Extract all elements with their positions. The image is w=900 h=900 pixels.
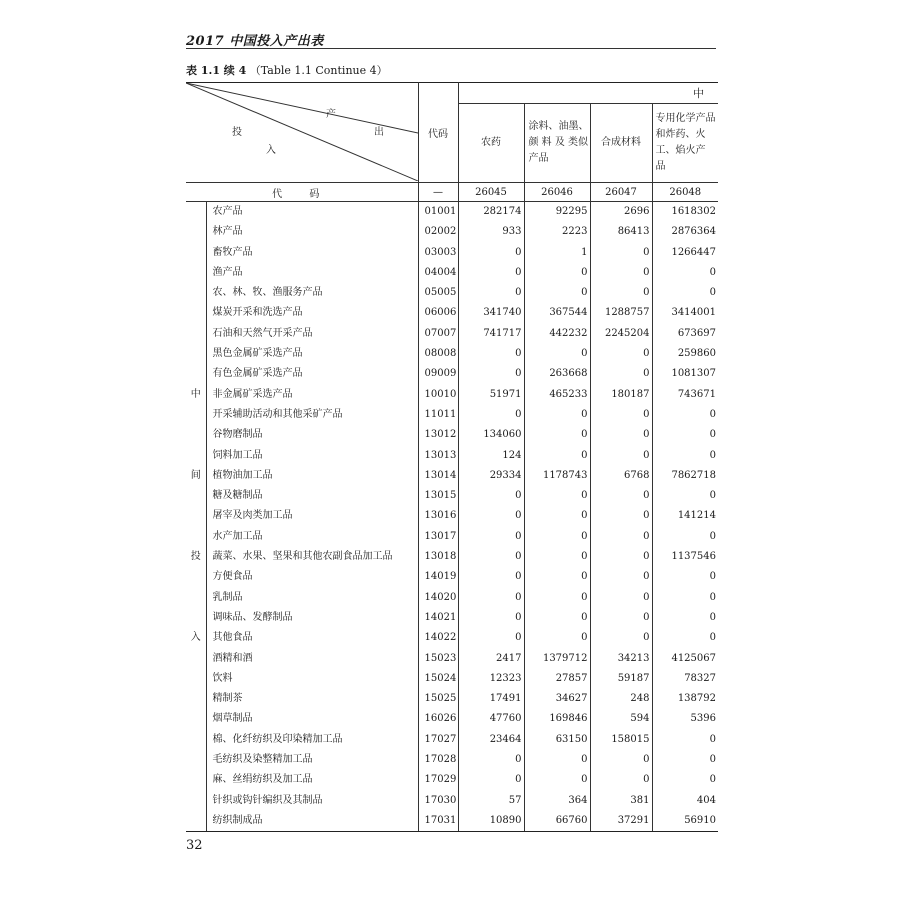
row-value: 0 xyxy=(458,243,524,263)
row-value: 0 xyxy=(458,364,524,384)
row-value: 0 xyxy=(652,425,718,445)
row-product-name: 饲料加工品 xyxy=(212,449,263,461)
input-label-bottom: 入 xyxy=(266,145,276,156)
side-label-cell xyxy=(186,222,206,242)
row-value: 0 xyxy=(652,770,718,790)
side-label-cell xyxy=(186,649,206,669)
row-code: 14019 xyxy=(418,567,458,587)
row-value: 0 xyxy=(458,547,524,567)
row-value: 138792 xyxy=(652,689,718,709)
row-product-name: 糖及糖制品 xyxy=(212,490,263,502)
side-label-cell xyxy=(186,506,206,526)
side-label-cell: 间 xyxy=(186,466,206,486)
row-code: 13018 xyxy=(418,547,458,567)
row-value: 6768 xyxy=(590,466,652,486)
table-row xyxy=(186,547,718,567)
table-row xyxy=(186,506,718,526)
row-value: 0 xyxy=(652,486,718,506)
table-row xyxy=(186,303,718,323)
row-code: 09009 xyxy=(418,364,458,384)
code-row-label: 代 码 xyxy=(186,183,418,202)
table-caption xyxy=(186,62,388,78)
side-label-cell xyxy=(186,730,206,750)
row-value: 0 xyxy=(524,750,590,770)
row-value: 0 xyxy=(458,263,524,283)
row-code: 15023 xyxy=(418,649,458,669)
row-value: 56910 xyxy=(652,811,718,832)
column-header-coatings-text: 涂料、油墨、颜 料 及 类似产品 xyxy=(528,121,589,164)
row-product-name: 林产品 xyxy=(212,226,243,238)
row-product-name: 蔬菜、水果、坚果和其他农副食品加工品 xyxy=(212,551,393,563)
row-value: 0 xyxy=(524,547,590,567)
table-row xyxy=(186,669,718,689)
table-row xyxy=(186,385,718,405)
row-value: 23464 xyxy=(458,730,524,750)
row-product-name: 烟草制品 xyxy=(212,713,253,725)
row-value: 0 xyxy=(458,283,524,303)
row-value: 0 xyxy=(458,608,524,628)
table-row xyxy=(186,649,718,669)
row-code: 17028 xyxy=(418,750,458,770)
row-value: 0 xyxy=(524,405,590,425)
side-label-cell xyxy=(186,669,206,689)
row-product-name: 畜牧产品 xyxy=(212,246,253,258)
row-value: 0 xyxy=(524,283,590,303)
row-product-name: 针织或钩针编织及其制品 xyxy=(212,794,323,806)
row-value: 0 xyxy=(524,486,590,506)
row-value: 0 xyxy=(652,567,718,587)
row-value: 34213 xyxy=(590,649,652,669)
table-row xyxy=(186,364,718,384)
row-code: 13016 xyxy=(418,506,458,526)
row-value: 2245204 xyxy=(590,324,652,344)
row-value: 1618302 xyxy=(652,202,718,223)
row-value: 0 xyxy=(458,405,524,425)
row-value: 0 xyxy=(590,567,652,587)
row-value: 29334 xyxy=(458,466,524,486)
row-value: 1266447 xyxy=(652,243,718,263)
row-value: 59187 xyxy=(590,669,652,689)
row-code: 08008 xyxy=(418,344,458,364)
row-value: 0 xyxy=(590,364,652,384)
row-value: 673697 xyxy=(652,324,718,344)
input-label-left: 投 xyxy=(232,127,242,138)
side-label-cell xyxy=(186,364,206,384)
row-value: 0 xyxy=(590,506,652,526)
row-code: 07007 xyxy=(418,324,458,344)
row-value: 37291 xyxy=(590,811,652,832)
row-value: 3414001 xyxy=(652,303,718,323)
row-value: 0 xyxy=(590,547,652,567)
row-value: 404 xyxy=(652,791,718,811)
row-code: 15025 xyxy=(418,689,458,709)
row-value: 78327 xyxy=(652,669,718,689)
row-value: 0 xyxy=(590,608,652,628)
side-label-cell xyxy=(186,283,206,303)
table-row xyxy=(186,588,718,608)
output-label-right: 出 xyxy=(374,127,384,138)
row-product-name: 纺织制成品 xyxy=(206,811,418,832)
table-row xyxy=(186,628,718,648)
row-value: 1137546 xyxy=(652,547,718,567)
row-value: 0 xyxy=(524,425,590,445)
row-product-name: 麻、丝绢纺织及加工品 xyxy=(212,774,313,786)
row-value: 0 xyxy=(590,344,652,364)
row-value: 2417 xyxy=(458,649,524,669)
row-value: 0 xyxy=(652,405,718,425)
row-value: 743671 xyxy=(652,385,718,405)
row-code: 13017 xyxy=(418,527,458,547)
row-product-name: 黑色金属矿采选产品 xyxy=(212,348,303,360)
header-rule xyxy=(186,48,716,49)
caption-subtitle: （Table 1.1 Continue 4） xyxy=(249,64,388,77)
row-value: 282174 xyxy=(458,202,524,223)
row-value: 0 xyxy=(590,588,652,608)
row-product-name: 煤炭开采和洗选产品 xyxy=(212,307,303,319)
row-value: 92295 xyxy=(524,202,590,223)
row-code: 17029 xyxy=(418,770,458,790)
row-code: 10010 xyxy=(418,385,458,405)
row-value: 0 xyxy=(524,446,590,466)
column-header-coatings xyxy=(524,104,590,183)
row-value: 0 xyxy=(652,730,718,750)
row-code: 17031 xyxy=(418,811,458,832)
table-row xyxy=(186,344,718,364)
side-label-cell xyxy=(186,588,206,608)
row-code: 02002 xyxy=(418,222,458,242)
row-code: 15024 xyxy=(418,669,458,689)
output-label-top: 产 xyxy=(326,109,336,120)
row-value: 2876364 xyxy=(652,222,718,242)
table-row xyxy=(186,263,718,283)
row-value: 0 xyxy=(590,405,652,425)
row-value: 0 xyxy=(652,283,718,303)
row-value: 86413 xyxy=(590,222,652,242)
table-row xyxy=(186,527,718,547)
row-value: 259860 xyxy=(652,344,718,364)
row-code: 13015 xyxy=(418,486,458,506)
row-product-name: 酒精和酒 xyxy=(212,652,253,664)
table-row xyxy=(186,466,718,486)
table-row xyxy=(186,689,718,709)
row-value: 442232 xyxy=(524,324,590,344)
row-value: 124 xyxy=(458,446,524,466)
column-header-pesticides: 农药 xyxy=(458,104,524,183)
row-product-name: 植物油加工品 xyxy=(212,469,273,481)
code-row-value: 26045 xyxy=(458,183,524,202)
code-row-dash: — xyxy=(418,183,458,202)
running-head: 2017 中国投入产出表 xyxy=(186,34,324,49)
side-label-cell xyxy=(186,709,206,729)
row-value: 465233 xyxy=(524,385,590,405)
side-label-cell xyxy=(186,243,206,263)
table-row xyxy=(186,425,718,445)
row-value: 1178743 xyxy=(524,466,590,486)
row-value: 0 xyxy=(590,263,652,283)
row-value: 0 xyxy=(590,527,652,547)
row-code: 06006 xyxy=(418,303,458,323)
row-product-name: 农、林、牧、渔服务产品 xyxy=(212,287,323,299)
row-value: 0 xyxy=(458,506,524,526)
table-row xyxy=(186,222,718,242)
row-value: 0 xyxy=(590,770,652,790)
row-value: 341740 xyxy=(458,303,524,323)
table-row xyxy=(186,750,718,770)
row-value: 7862718 xyxy=(652,466,718,486)
row-code: 14022 xyxy=(418,628,458,648)
row-value: 1 xyxy=(524,243,590,263)
row-value: 1379712 xyxy=(524,649,590,669)
column-header-special-chemicals-text: 专用化学产品和炸药、火工、焰火产 品 xyxy=(655,113,716,172)
code-header: 代码 xyxy=(418,83,458,183)
row-code: 14020 xyxy=(418,588,458,608)
row-value: 0 xyxy=(524,628,590,648)
side-label-cell xyxy=(186,791,206,811)
row-product-name: 谷物磨制品 xyxy=(212,429,263,441)
code-row-value: 26047 xyxy=(590,183,652,202)
row-product-name: 石油和天然气开采产品 xyxy=(212,327,313,339)
table-row xyxy=(186,486,718,506)
row-value: 0 xyxy=(458,527,524,547)
row-value: 5396 xyxy=(652,709,718,729)
row-value: 0 xyxy=(652,446,718,466)
code-row xyxy=(186,183,718,202)
row-value: 0 xyxy=(652,527,718,547)
row-product-name: 方便食品 xyxy=(212,571,253,583)
page-number: 32 xyxy=(186,838,203,853)
side-label-cell xyxy=(186,770,206,790)
side-label-cell: 投 xyxy=(186,547,206,567)
row-value: 0 xyxy=(458,344,524,364)
side-label-cell: 中 xyxy=(186,385,206,405)
table-row xyxy=(186,405,718,425)
row-value: 0 xyxy=(590,486,652,506)
row-value: 34627 xyxy=(524,689,590,709)
row-code: 03003 xyxy=(418,243,458,263)
row-value: 0 xyxy=(458,567,524,587)
code-row-value: 26046 xyxy=(524,183,590,202)
row-value: 47760 xyxy=(458,709,524,729)
row-value: 0 xyxy=(524,567,590,587)
table-row xyxy=(186,446,718,466)
row-product-name: 渔产品 xyxy=(212,266,243,278)
column-header-synthetic-materials: 合成材料 xyxy=(590,104,652,183)
row-product-name: 农产品 xyxy=(212,206,243,217)
side-label-cell xyxy=(186,202,206,223)
side-label-cell: 入 xyxy=(186,628,206,648)
row-value: 0 xyxy=(652,588,718,608)
row-value: 0 xyxy=(590,750,652,770)
row-value: 0 xyxy=(524,344,590,364)
caption-title: 表 1.1 续 4 xyxy=(186,64,247,77)
side-label-cell xyxy=(186,263,206,283)
row-value: 141214 xyxy=(652,506,718,526)
row-value: 0 xyxy=(524,506,590,526)
row-product-name: 水产加工品 xyxy=(212,530,263,542)
row-product-name: 乳制品 xyxy=(212,591,243,603)
side-label-cell xyxy=(186,425,206,445)
row-value: 10890 xyxy=(458,811,524,832)
header-row-group xyxy=(186,83,718,104)
row-value: 63150 xyxy=(524,730,590,750)
row-value: 0 xyxy=(652,608,718,628)
column-header-special-chemicals xyxy=(652,104,718,183)
row-product-name: 精制茶 xyxy=(212,693,243,705)
row-value: 17491 xyxy=(458,689,524,709)
io-table-wrapper xyxy=(186,82,718,832)
row-product-name: 非金属矿采选产品 xyxy=(212,388,293,400)
side-label-cell xyxy=(186,608,206,628)
row-value: 263668 xyxy=(524,364,590,384)
table-row xyxy=(186,202,718,223)
row-value: 0 xyxy=(652,750,718,770)
row-value: 2223 xyxy=(524,222,590,242)
row-value: 0 xyxy=(458,588,524,608)
row-value: 158015 xyxy=(590,730,652,750)
row-value: 0 xyxy=(524,608,590,628)
row-value: 4125067 xyxy=(652,649,718,669)
row-value: 0 xyxy=(590,628,652,648)
table-row xyxy=(186,770,718,790)
row-value: 933 xyxy=(458,222,524,242)
row-code: 17027 xyxy=(418,730,458,750)
row-value: 0 xyxy=(524,263,590,283)
row-product-name: 有色金属矿采选产品 xyxy=(212,368,303,380)
table-row xyxy=(186,730,718,750)
table-row xyxy=(186,709,718,729)
row-value: 0 xyxy=(652,263,718,283)
row-value: 0 xyxy=(590,243,652,263)
row-value: 367544 xyxy=(524,303,590,323)
row-value: 0 xyxy=(524,527,590,547)
table-body xyxy=(186,202,718,832)
table-row xyxy=(186,567,718,587)
io-table xyxy=(186,82,718,832)
table-row xyxy=(186,283,718,303)
row-value: 169846 xyxy=(524,709,590,729)
row-value: 0 xyxy=(590,425,652,445)
side-label-cell xyxy=(186,324,206,344)
row-value: 248 xyxy=(590,689,652,709)
row-code: 04004 xyxy=(418,263,458,283)
row-product-name: 棉、化纤纺织及印染精加工品 xyxy=(212,733,343,745)
row-code: 13012 xyxy=(418,425,458,445)
side-label-cell xyxy=(186,527,206,547)
table-row xyxy=(186,608,718,628)
row-value: 0 xyxy=(590,283,652,303)
side-label-cell xyxy=(186,405,206,425)
row-value: 0 xyxy=(524,588,590,608)
row-value: 180187 xyxy=(590,385,652,405)
row-code: 01001 xyxy=(418,202,458,223)
row-value: 364 xyxy=(524,791,590,811)
row-value: 134060 xyxy=(458,425,524,445)
row-value: 12323 xyxy=(458,669,524,689)
row-code: 05005 xyxy=(418,283,458,303)
table-row xyxy=(186,791,718,811)
table-row xyxy=(186,324,718,344)
row-code: 13013 xyxy=(418,446,458,466)
row-value: 51971 xyxy=(458,385,524,405)
code-row-value: 26048 xyxy=(652,183,718,202)
row-product-name: 饮料 xyxy=(212,672,233,684)
side-label-cell xyxy=(186,303,206,323)
row-value: 741717 xyxy=(458,324,524,344)
row-code: 11011 xyxy=(418,405,458,425)
row-code: 13014 xyxy=(418,466,458,486)
side-label-cell xyxy=(186,811,206,832)
row-value: 0 xyxy=(458,750,524,770)
table-row xyxy=(186,811,718,832)
row-value: 57 xyxy=(458,791,524,811)
side-label-cell xyxy=(186,750,206,770)
row-value: 2696 xyxy=(590,202,652,223)
diagonal-header xyxy=(186,83,418,183)
group-label: 中 xyxy=(458,83,718,104)
row-value: 27857 xyxy=(524,669,590,689)
side-label-cell xyxy=(186,446,206,466)
row-value: 0 xyxy=(590,446,652,466)
row-value: 66760 xyxy=(524,811,590,832)
row-product-name: 屠宰及肉类加工品 xyxy=(212,510,293,522)
row-product-name: 毛纺织及染整精加工品 xyxy=(212,754,313,766)
table-row xyxy=(186,243,718,263)
row-value: 0 xyxy=(524,770,590,790)
row-product-name: 开采辅助活动和其他采矿产品 xyxy=(212,408,343,420)
row-value: 0 xyxy=(458,628,524,648)
row-product-name: 调味品、发酵制品 xyxy=(212,611,293,623)
row-value: 381 xyxy=(590,791,652,811)
row-value: 0 xyxy=(458,770,524,790)
row-value: 0 xyxy=(458,486,524,506)
side-label-cell xyxy=(186,344,206,364)
side-label-cell xyxy=(186,567,206,587)
row-code: 16026 xyxy=(418,709,458,729)
row-value: 1081307 xyxy=(652,364,718,384)
row-code: 17030 xyxy=(418,791,458,811)
row-value: 0 xyxy=(652,628,718,648)
row-code: 14021 xyxy=(418,608,458,628)
row-value: 1288757 xyxy=(590,303,652,323)
row-value: 594 xyxy=(590,709,652,729)
side-label-cell xyxy=(186,689,206,709)
side-label-cell xyxy=(186,486,206,506)
row-product-name: 其他食品 xyxy=(212,632,253,644)
